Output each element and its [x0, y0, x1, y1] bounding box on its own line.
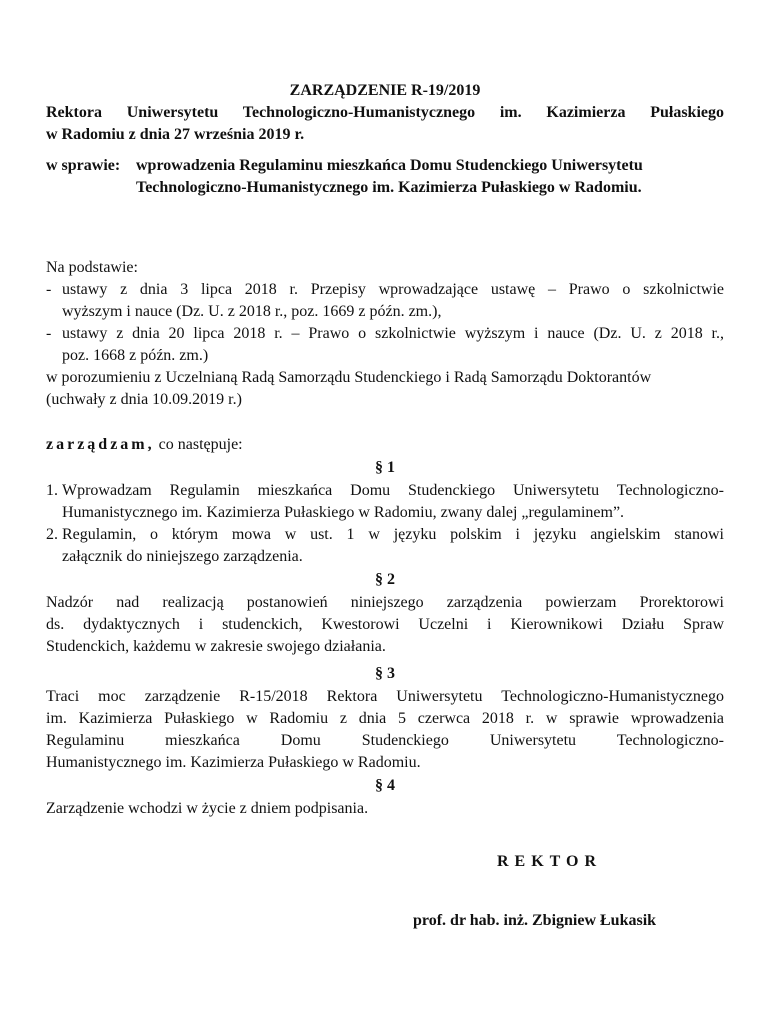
basis-item-marker: - — [46, 281, 52, 298]
item-line-1: Wprowadzam Regulamin mieszkańca Domu Studenckiego Uniwersytetu Technologiczno- — [62, 482, 724, 499]
decree-word: zarządzam, — [46, 436, 155, 453]
section-3-line-3: Regulaminu mieszkańca Domu Studenckiego Uniwersytetu Technologiczno- — [46, 732, 724, 749]
basis-intro: Na podstawie: — [46, 259, 138, 276]
decree-rest: co następuje: — [158, 436, 243, 453]
section-2-line-1: Nadzór nad realizacją postanowień niniejszego zarządzenia powierzam Prorektorowi — [46, 594, 724, 611]
item-number: 1. — [46, 482, 58, 499]
section-1-item — [46, 480, 724, 524]
subject-label: w sprawie: — [46, 157, 121, 174]
decree-formula — [46, 434, 724, 456]
section-3-line-1: Traci moc zarządzenie R-15/2018 Rektora Uniwersytetu Technologiczno-Humanistycznego — [46, 688, 724, 705]
basis-item-marker: - — [46, 325, 52, 342]
section-3-text — [46, 686, 724, 774]
signatory-name: prof. dr hab. inż. Zbigniew Łukasik — [413, 912, 657, 929]
legal-basis — [46, 257, 724, 411]
document-title: ZARZĄDZENIE R-19/2019 — [289, 82, 481, 99]
basis-item-line-2: wyższym i nauce (Dz. U. z 2018 r., poz. 1669 z późn. zm.), — [62, 303, 442, 320]
document-subtitle — [46, 102, 724, 146]
section-4-mark: § 4 — [375, 777, 395, 794]
section-2-text — [46, 592, 724, 658]
item-line-2: Humanistycznego im. Kazimierza Pułaskiego w Radomiu, zwany dalej „regulaminem”. — [62, 504, 625, 521]
rektor-heading: REKTOR — [497, 853, 603, 870]
basis-item — [46, 279, 724, 323]
basis-item — [46, 323, 724, 367]
section-3-line-2: im. Kazimierza Pułaskiego w Radomiu z dnia 5 czerwca 2018 r. w sprawie wprowadzenia — [46, 710, 724, 727]
item-number: 2. — [46, 526, 58, 543]
section-1-mark: § 1 — [375, 459, 395, 476]
subtitle-line-2: w Radomiu z dnia 27 września 2019 r. — [46, 126, 305, 143]
subject-line-1: wprowadzenia Regulaminu mieszkańca Domu Studenckiego Uniwersytetu — [136, 157, 643, 174]
section-3-line-4: Humanistycznego im. Kazimierza Pułaskiego w Radomiu. — [46, 754, 421, 771]
subject-block — [46, 155, 724, 199]
basis-item-line-1: ustawy z dnia 20 lipca 2018 r. – Prawo o szkolnictwie wyższym i nauce (Dz. U. z 2018 r., — [62, 325, 724, 342]
agreement-line-1: w porozumieniu z Uczelnianą Radą Samorządu Studenckiego i Radą Samorządu Doktorantów — [46, 369, 652, 386]
subtitle-line-1: Rektora Uniwersytetu Technologiczno-Humanistycznego im. Kazimierza Pułaskiego — [46, 104, 724, 121]
section-4-text: Zarządzenie wchodzi w życie z dniem podpisania. — [46, 800, 369, 817]
agreement-line-2: (uchwały z dnia 10.09.2019 r.) — [46, 391, 242, 408]
section-2-line-2: ds. dydaktycznych i studenckich, Kwestorowi Uczelni i Kierownikowi Działu Spraw — [46, 616, 724, 633]
section-3-mark: § 3 — [375, 665, 395, 682]
document-page — [46, 80, 724, 820]
item-line-1: Regulamin, o którym mowa w ust. 1 w języku polskim i języku angielskim stanowi — [62, 526, 724, 543]
subject-line-2: Technologiczno-Humanistycznego im. Kazimierza Pułaskiego w Radomiu. — [136, 179, 642, 196]
section-2-line-3: Studenckich, każdemu w zakresie swojego działania. — [46, 638, 386, 655]
basis-item-line-2: poz. 1668 z późn. zm.) — [62, 347, 209, 364]
item-line-2: załącznik do niniejszego zarządzenia. — [62, 548, 303, 565]
section-1-item — [46, 524, 724, 568]
section-2-mark: § 2 — [375, 571, 395, 588]
basis-item-line-1: ustawy z dnia 3 lipca 2018 r. Przepisy wprowadzające ustawę – Prawo o szkolnictwie — [62, 281, 724, 298]
